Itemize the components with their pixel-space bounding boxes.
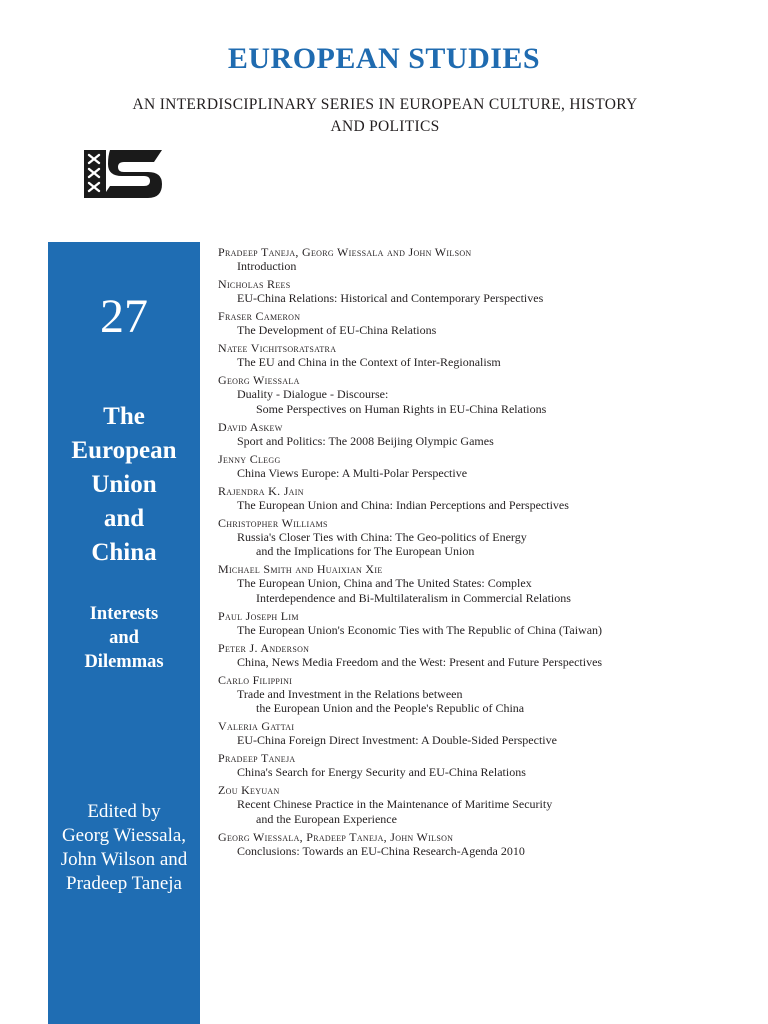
series-subtitle xyxy=(110,94,660,138)
contents-entry xyxy=(218,641,758,670)
book-title-line: and xyxy=(103,505,145,532)
contents-chapter-title: The Development of EU-China Relations xyxy=(237,323,437,337)
contents-chapter-title: and the Implications for The European Union xyxy=(256,544,475,558)
contents-entry xyxy=(218,245,758,274)
contents-author: Natee Vichitsoratsatra xyxy=(218,341,337,355)
contents-author: Pradeep Taneja, Georg Wiessala and John Wilson xyxy=(218,245,472,259)
contents-entry xyxy=(218,420,758,449)
editors-line: John Wilson and xyxy=(60,849,188,870)
contents-entry xyxy=(218,562,758,605)
contents-chapter-title: the European Union and the People's Republic of China xyxy=(256,701,525,715)
editors-line: Pradeep Taneja xyxy=(66,873,182,894)
contents-entry xyxy=(218,309,758,338)
editors-line: Edited by xyxy=(87,801,161,822)
volume-number: 27 xyxy=(100,290,148,343)
book-title-line: Union xyxy=(91,471,157,498)
contents-chapter-title: Duality - Dialogue - Discourse: xyxy=(237,387,389,401)
contents-entry xyxy=(218,830,758,859)
contents-chapter-title: and the European Experience xyxy=(256,811,397,826)
volume-panel xyxy=(48,242,200,1024)
contents-author: Pradeep Taneja xyxy=(218,751,296,765)
contents-chapter-title: China's Search for Energy Security and EU-China Relations xyxy=(237,765,526,779)
contents-author: Paul Joseph Lim xyxy=(218,608,299,623)
contents-author: Peter J. Anderson xyxy=(218,640,310,655)
contents-entry xyxy=(218,452,758,481)
contents-author: Georg Wiessala, Pradeep Taneja, John Wilson xyxy=(218,829,454,844)
contents-entry xyxy=(218,783,758,826)
contents-author: Fraser Cameron xyxy=(218,309,301,323)
contents-chapter-title: Recent Chinese Practice in the Maintenance of Maritime Security xyxy=(237,797,553,811)
contents-entry xyxy=(218,341,758,370)
contents-author: Nicholas Rees xyxy=(218,277,291,291)
contents-chapter-title: China, News Media Freedom and the West: Present and Future Perspectives xyxy=(237,654,603,669)
contents-chapter-title: Trade and Investment in the Relations between xyxy=(237,686,463,701)
book-subtitle-line: Interests xyxy=(89,604,159,624)
book-subtitle-line: Dilemmas xyxy=(84,652,164,672)
series-subtitle-line: AN INTERDISCIPLINARY SERIES IN EUROPEAN CULTURE, HISTORY xyxy=(132,96,638,113)
contents-entry xyxy=(218,751,758,780)
contents-author: Jenny Clegg xyxy=(218,451,281,466)
contents-author: David Askew xyxy=(218,419,283,434)
book-title xyxy=(48,400,200,570)
contents-chapter-title: Some Perspectives on Human Rights in EU-China Relations xyxy=(256,401,547,416)
contents-entry xyxy=(218,673,758,716)
contents-entry xyxy=(218,609,758,638)
contents-entry xyxy=(218,373,758,416)
contents-author: Carlo Filippini xyxy=(218,672,293,687)
contents-author: Christopher Williams xyxy=(218,515,328,530)
book-title-line: European xyxy=(71,437,177,464)
contents-author: Zou Keyuan xyxy=(218,783,280,797)
contents-author: Valeria Gattai xyxy=(218,719,295,733)
contents-chapter-title: The European Union's Economic Ties with The Republic of China (Taiwan) xyxy=(237,622,603,637)
book-title-line: China xyxy=(91,539,157,566)
contents-author: Rajendra K. Jain xyxy=(218,483,304,498)
series-title: EUROPEAN STUDIES xyxy=(227,42,541,75)
contents-entry xyxy=(218,484,758,513)
publisher-logo-icon xyxy=(84,148,164,200)
book-subtitle-line: and xyxy=(109,628,139,648)
contents-chapter-title: Introduction xyxy=(237,259,297,273)
book-subtitle xyxy=(48,602,200,674)
contents-author: Michael Smith and Huaixian Xie xyxy=(218,562,383,576)
contents-chapter-title: Conclusions: Towards an EU-China Research-Agenda 2010 xyxy=(237,843,525,858)
contents-author: Georg Wiessala xyxy=(218,373,300,387)
contents-chapter-title: The European Union, China and The United States: Complex xyxy=(237,576,532,590)
editors-line: Georg Wiessala, xyxy=(61,825,187,846)
series-subtitle-line: AND POLITICS xyxy=(330,118,440,135)
table-of-contents xyxy=(218,245,758,862)
contents-entry xyxy=(218,277,758,306)
contents-chapter-title: China Views Europe: A Multi-Polar Perspective xyxy=(237,465,468,480)
contents-entry xyxy=(218,719,758,748)
editors xyxy=(48,800,200,896)
contents-chapter-title: Russia's Closer Ties with China: The Geo-politics of Energy xyxy=(237,529,527,544)
contents-chapter-title: EU-China Relations: Historical and Contemporary Perspectives xyxy=(237,291,544,305)
contents-chapter-title: The EU and China in the Context of Inter-Regionalism xyxy=(237,355,501,369)
contents-entry xyxy=(218,516,758,559)
contents-chapter-title: EU-China Foreign Direct Investment: A Double-Sided Perspective xyxy=(237,733,557,747)
contents-chapter-title: Interdependence and Bi-Multilateralism in Commercial Relations xyxy=(256,590,571,605)
contents-chapter-title: Sport and Politics: The 2008 Beijing Olympic Games xyxy=(237,433,494,448)
book-title-line: The xyxy=(103,403,145,430)
contents-chapter-title: The European Union and China: Indian Perceptions and Perspectives xyxy=(237,497,569,512)
